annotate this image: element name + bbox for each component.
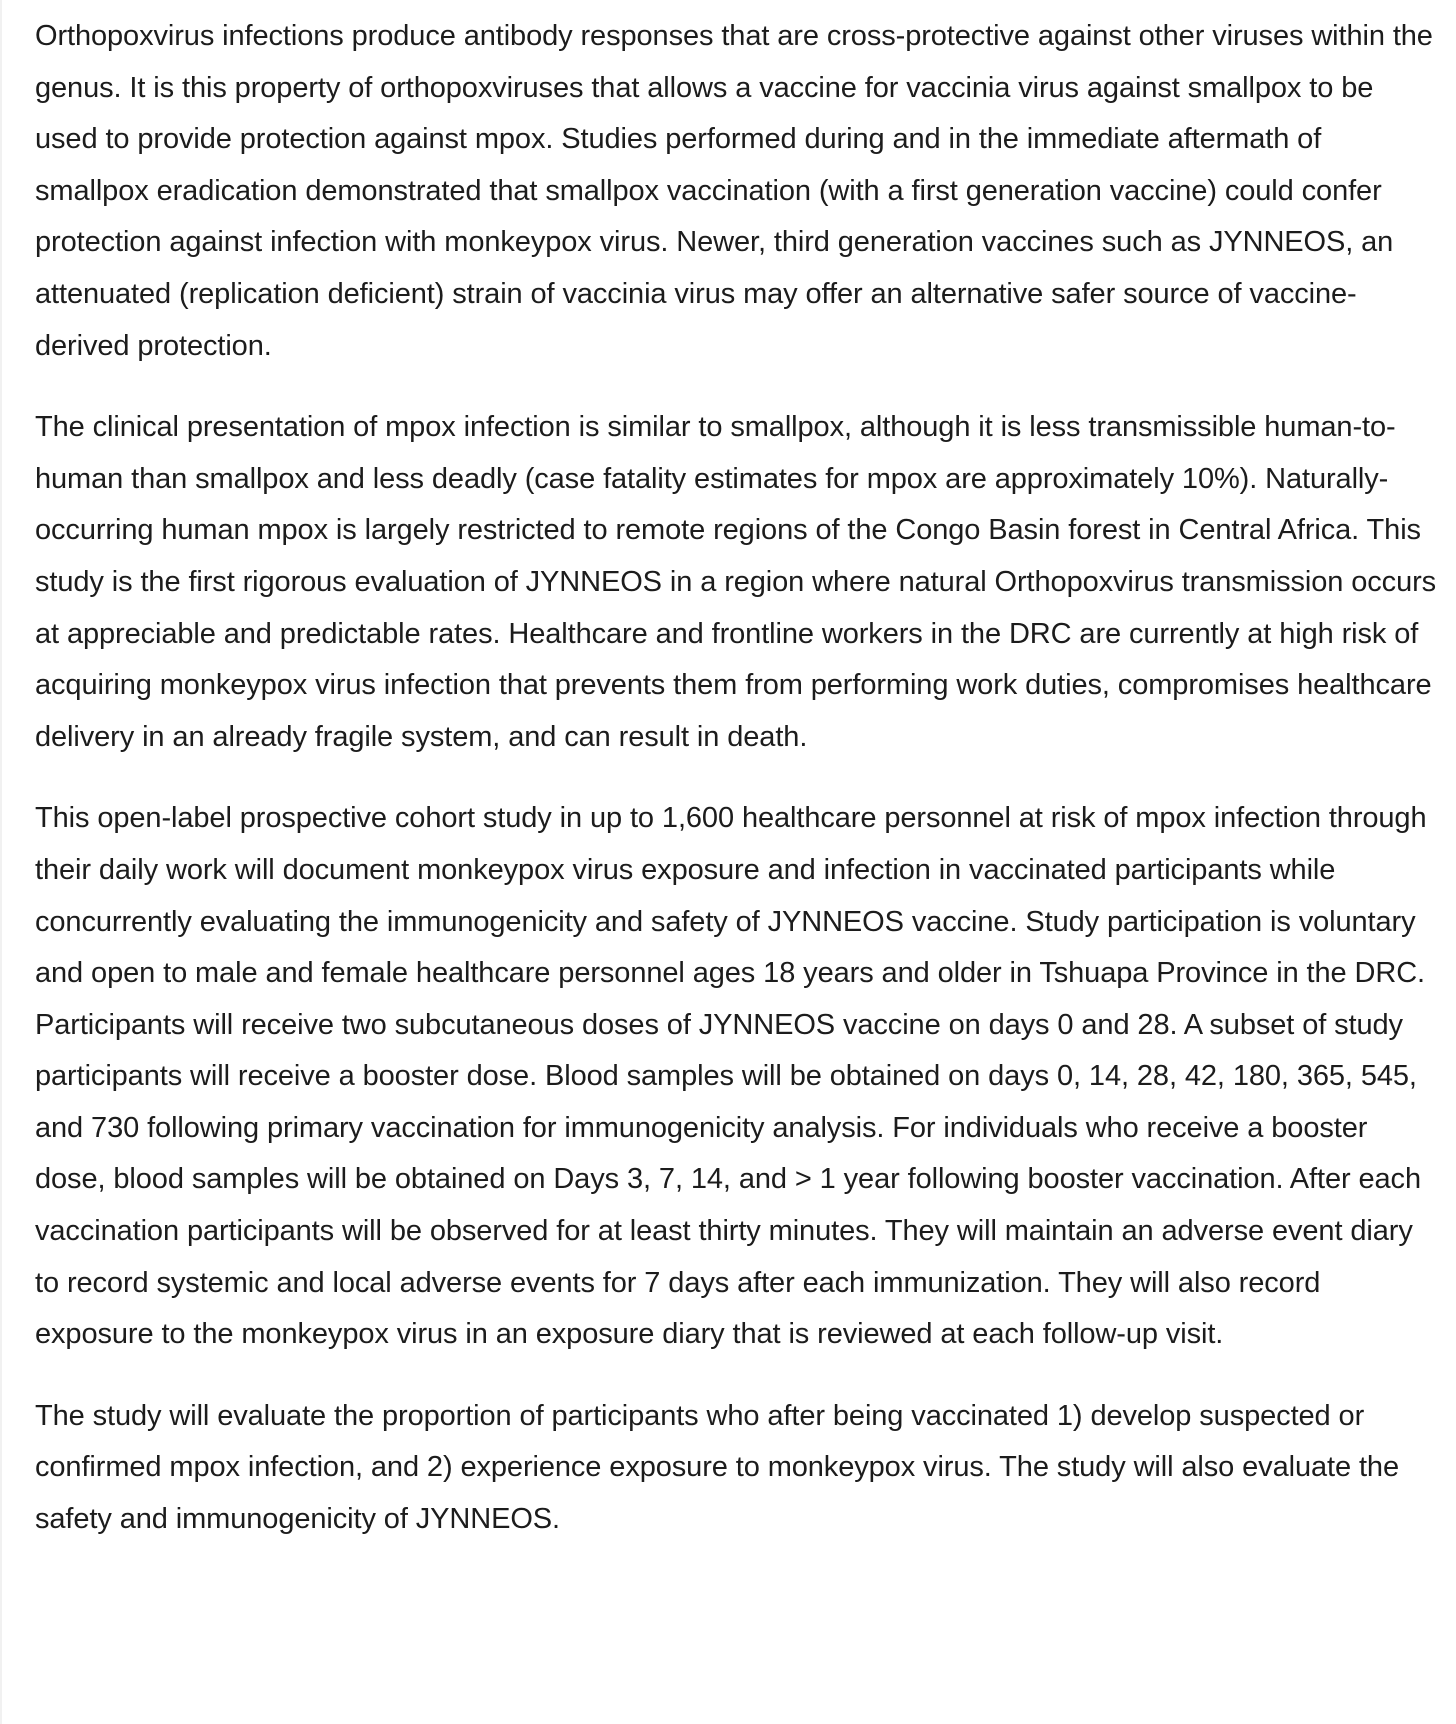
paragraph-clinical-presentation: The clinical presentation of mpox infection is similar to smallpox, although it is less transmissible human-to-human than smallpox and less deadly (case fatality estimates for mpox are approximately 10%). Naturally-occurring human mpox is largely restricted to remote regions of the Congo Basin forest in Central Africa. This study is the first rigorous evaluation of JYNNEOS in a region where natural Orthopoxvirus transmission occurs at appreciable and predictable rates. Healthcare and frontline workers in the DRC are currently at high risk of acquiring monkeypox virus infection that prevents them from performing work duties, compromises healthcare delivery in an already fragile system, and can result in death. xyxy=(35,411,1437,753)
paragraph-study-design: This open-label prospective cohort study in up to 1,600 healthcare personnel at risk of mpox infection through their daily work will document monkeypox virus exposure and infection in vaccinated participants while concurrently evaluating the immunogenicity and safety of JYNNEOS vaccine. Study participation is voluntary and open to male and female healthcare personnel ages 18 years and older in Tshuapa Province in the DRC. Participants will receive two subcutaneous doses of JYNNEOS vaccine on days 0 and 28. A subset of study participants will receive a booster dose. Blood samples will be obtained on days 0, 14, 28, 42, 180, 365, 545, and 730 following primary vaccination for immunogenicity analysis. For individuals who receive a booster dose, blood samples will be obtained on Days 3, 7, 14, and > 1 year following booster vaccination. After each vaccination participants will be observed for at least thirty minutes. They will maintain an adverse event diary to record systemic and local adverse events for 7 days after each immunization. They will also record exposure to the monkeypox virus in an exposure diary that is reviewed at each follow-up visit. xyxy=(35,802,1427,1351)
document-page xyxy=(2,0,1456,1724)
paragraph-cross-protection: Orthopoxvirus infections produce antibody responses that are cross-protective against other viruses within the genus. It is this property of orthopoxviruses that allows a vaccine for vaccinia virus against smallpox to be used to provide protection against mpox. Studies performed during and in the immediate aftermath of smallpox eradication demonstrated that smallpox vaccination (with a first generation vaccine) could confer protection against infection with monkeypox virus. Newer, third generation vaccines such as JYNNEOS, an attenuated (replication deficient) strain of vaccinia virus may offer an alternative safer source of vaccine-derived protection. xyxy=(35,20,1433,362)
paragraph-study-evaluation: The study will evaluate the proportion of participants who after being vaccinated 1) develop suspected or confirmed mpox infection, and 2) experience exposure to monkeypox virus. The study will also evaluate the safety and immunogenicity of JYNNEOS. xyxy=(35,1399,1399,1536)
